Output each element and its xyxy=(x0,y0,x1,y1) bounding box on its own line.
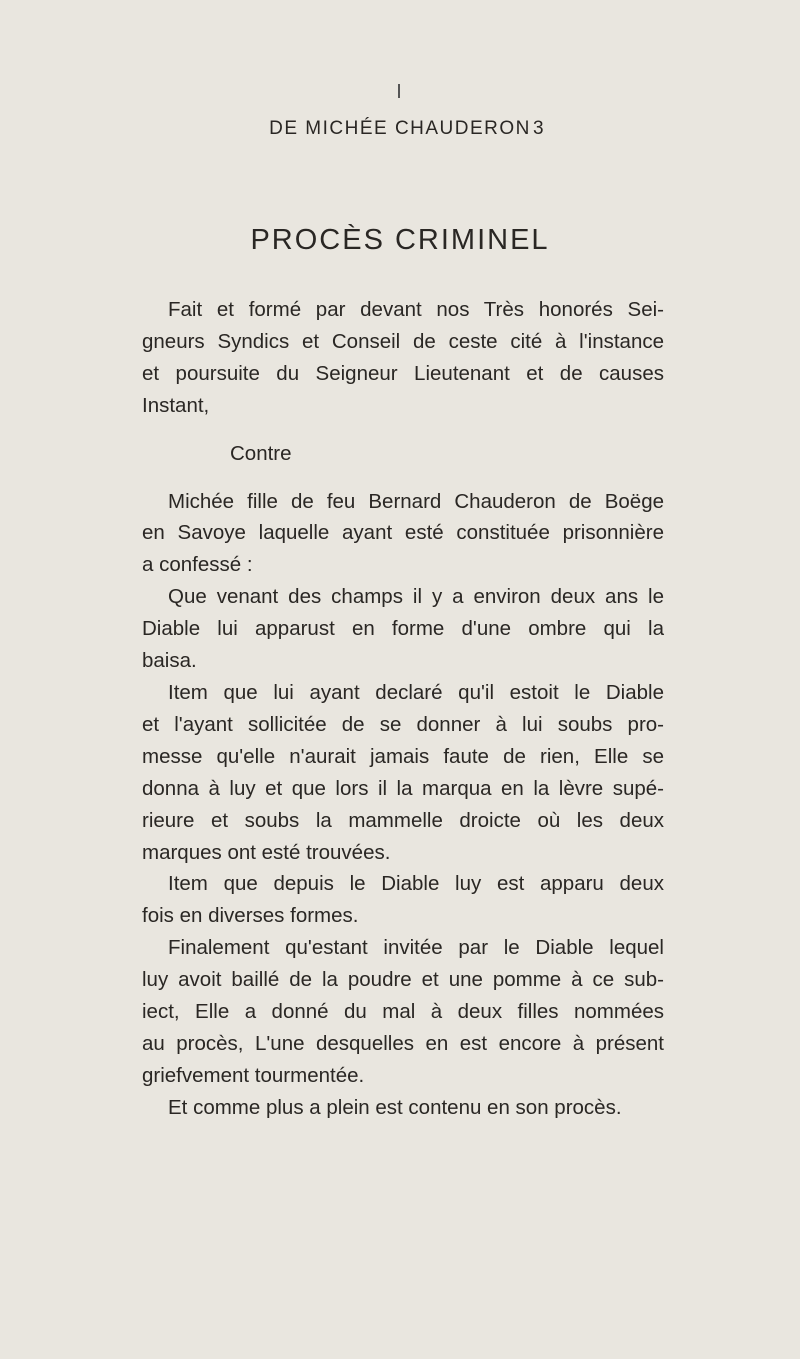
text-line: Item que depuis le Diable luy est apparu deux xyxy=(168,872,664,896)
paragraph-closing xyxy=(142,1092,664,1124)
text-line: Finalement qu'estant invitée par le Diable lequel xyxy=(168,936,664,960)
text-line: Instant, xyxy=(142,393,210,417)
body-text xyxy=(142,294,664,1124)
text-line: et poursuite du Seigneur Lieutenant et de causes xyxy=(142,361,664,385)
text-line: baisa. xyxy=(142,649,197,673)
text-line: en Savoye laquelle ayant esté constituée prisonnière xyxy=(142,521,664,545)
paragraph-confession-4 xyxy=(142,932,664,1092)
text-line: et l'ayant sollicitée de se donner à lui soubs pro- xyxy=(142,712,664,736)
print-mark xyxy=(398,84,400,98)
page-number: 3 xyxy=(533,118,546,139)
text-line: iect, Elle a donné du mal à deux filles nommées xyxy=(142,1000,664,1024)
text-line: Et comme plus a plein est contenu en son procès. xyxy=(168,1095,622,1119)
paragraph-confession-3 xyxy=(142,868,664,932)
text-line: donna à luy et que lors il la marqua en la lèvre supé- xyxy=(142,776,664,800)
paragraph-preamble xyxy=(142,294,664,422)
text-line: marques ont esté trouvées. xyxy=(142,840,391,864)
text-line: Michée fille de feu Bernard Chauderon de Boëge xyxy=(168,489,664,513)
text-line: rieure et soubs la mammelle droicte où les deux xyxy=(142,808,664,832)
text-line: Fait et formé par devant nos Très honorés Sei- xyxy=(168,298,664,321)
text-line: a confessé : xyxy=(142,553,253,577)
text-line: Que venant des champs il y a environ deux ans le xyxy=(168,585,664,609)
text-line: messe qu'elle n'aurait jamais faute de rien, Elle se xyxy=(142,744,664,768)
text-line: au procès, L'une desquelles en est encore à présent xyxy=(142,1031,664,1055)
paragraph-confession-1 xyxy=(142,581,664,677)
running-head xyxy=(0,118,800,140)
paragraph-contre xyxy=(142,438,664,470)
text-line: luy avoit baillé de la poudre et une pomme à ce sub- xyxy=(142,968,664,992)
running-head-title: DE MICHÉE CHAUDERON xyxy=(269,118,531,139)
paragraph-accused xyxy=(142,486,664,582)
contre-label: Contre xyxy=(230,441,292,465)
text-line: Diable lui apparust en forme d'une ombre qui la xyxy=(142,617,664,641)
text-line: gneurs Syndics et Conseil de ceste cité à l'instance xyxy=(142,329,664,353)
text-line: Item que lui ayant declaré qu'il estoit le Diable xyxy=(168,680,664,704)
text-line: griefvement tourmentée. xyxy=(142,1063,365,1087)
paragraph-confession-2 xyxy=(142,677,664,868)
text-line: fois en diverses formes. xyxy=(142,904,359,928)
section-heading: PROCÈS CRIMINEL xyxy=(250,224,550,256)
